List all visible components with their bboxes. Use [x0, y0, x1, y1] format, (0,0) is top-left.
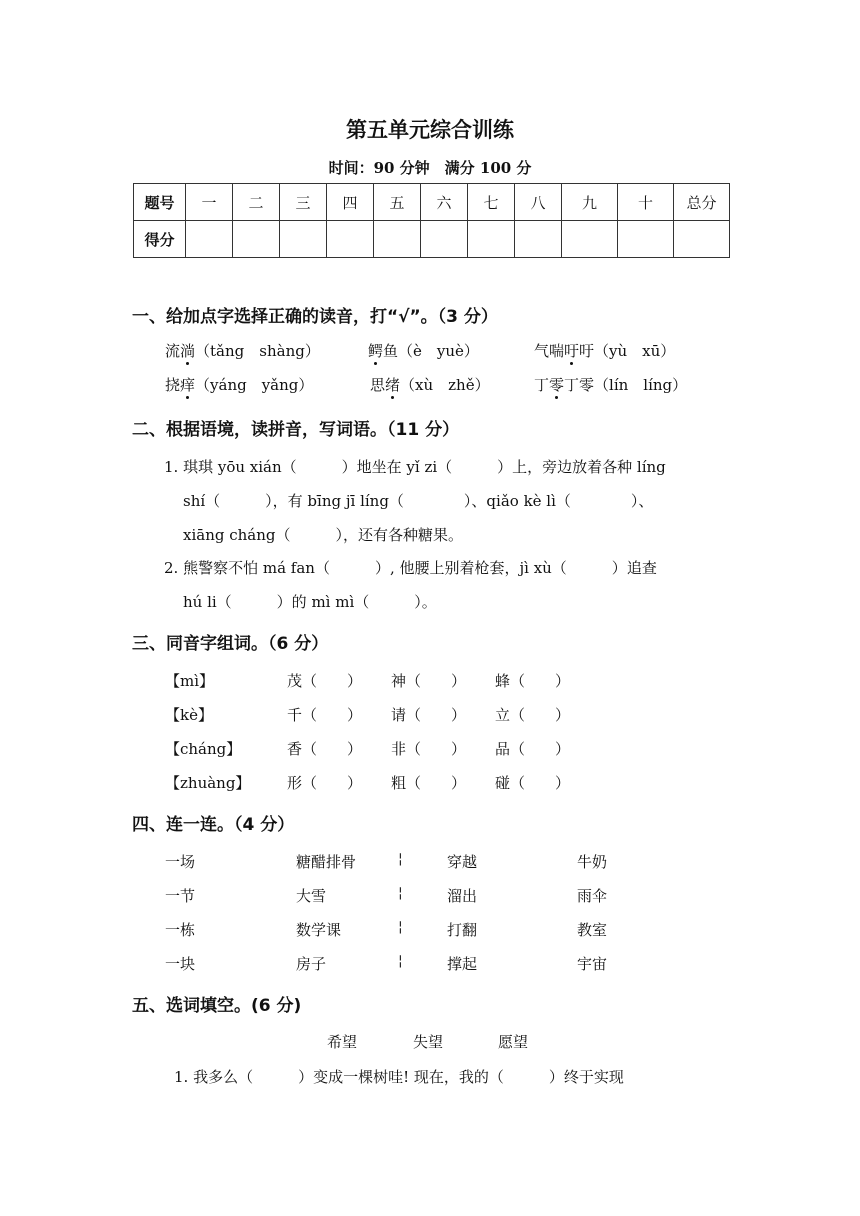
- exam-info: 时间：90 分钟 满分 100 分: [328, 159, 532, 177]
- score-table: [133, 183, 730, 258]
- question-line: hú li（ ）的 mì mì（ ）。: [183, 593, 437, 611]
- homophone-item: 茂（ ）: [287, 672, 363, 690]
- pinyin-options: （yù xū）: [594, 342, 676, 360]
- separator: ¦: [398, 851, 403, 867]
- item-text: 丁: [534, 376, 550, 394]
- score-header-cell: 二: [233, 184, 280, 221]
- homophone-label: 【zhuàng】: [165, 774, 251, 792]
- separator: ¦: [398, 885, 403, 901]
- pinyin-options: （lín líng）: [594, 376, 688, 394]
- match-item[interactable]: 一栋: [165, 921, 196, 939]
- dotted-char: 痒: [180, 376, 196, 394]
- score-header-label: 题号: [134, 184, 186, 221]
- match-item[interactable]: 雨伞: [577, 887, 608, 905]
- pinyin-options: （è yuè）: [398, 342, 479, 360]
- score-header-cell: 五: [374, 184, 421, 221]
- match-item[interactable]: 打翻: [447, 921, 478, 939]
- item-text: 吁: [579, 342, 595, 360]
- homophone-item: 品（ ）: [495, 740, 571, 758]
- homophone-item: 形（ ）: [287, 774, 363, 792]
- homophone-item: 神（ ）: [391, 672, 467, 690]
- score-cell[interactable]: [618, 221, 674, 258]
- question-line: 1. 我多么（ ）变成一棵树哇! 现在，我的（ ）终于实现: [174, 1068, 624, 1086]
- match-item[interactable]: 撑起: [447, 955, 478, 973]
- score-header-cell: 三: [280, 184, 327, 221]
- homophone-item: 立（ ）: [495, 706, 571, 724]
- match-item[interactable]: 穿越: [447, 853, 478, 871]
- match-item[interactable]: 大雪: [296, 887, 327, 905]
- page-title: 第五单元综合训练: [346, 118, 514, 142]
- score-cell[interactable]: [233, 221, 280, 258]
- score-cell[interactable]: [186, 221, 233, 258]
- pinyin-options: （tǎng shàng）: [195, 342, 320, 360]
- dotted-char: 鳄: [368, 342, 384, 360]
- reading-item: [534, 340, 675, 361]
- homophone-label: 【mì】: [165, 672, 215, 690]
- match-item[interactable]: 房子: [296, 955, 327, 973]
- match-item[interactable]: 数学课: [296, 921, 342, 939]
- dotted-char: 零: [549, 376, 565, 394]
- score-header-cell: 六: [421, 184, 468, 221]
- score-cell[interactable]: [562, 221, 618, 258]
- word-choice: 希望: [327, 1033, 358, 1051]
- reading-item: [368, 340, 479, 361]
- score-cell[interactable]: [280, 221, 327, 258]
- word-choice: 愿望: [498, 1033, 529, 1051]
- item-text: 鱼: [383, 342, 399, 360]
- reading-item: [165, 340, 320, 361]
- match-item[interactable]: 糖醋排骨: [296, 853, 357, 871]
- item-text: 思: [370, 376, 386, 394]
- score-cell[interactable]: [674, 221, 730, 258]
- item-text: 挠: [165, 376, 181, 394]
- score-table-header-row: [134, 184, 730, 221]
- score-header-cell: 四: [327, 184, 374, 221]
- item-text: 流: [165, 342, 181, 360]
- match-item[interactable]: 溜出: [447, 887, 478, 905]
- score-row-label: 得分: [134, 221, 186, 258]
- dotted-char: 绪: [385, 376, 401, 394]
- homophone-item: 请（ ）: [391, 706, 467, 724]
- question-line: shí（ ），有 bīng jī líng（ ）、qiǎo kè lì（ ）、: [183, 492, 654, 510]
- reading-item: [165, 374, 313, 395]
- score-header-cell: 十: [618, 184, 674, 221]
- question-line: 1. 琪琪 yōu xián（ ）地坐在 yǐ zi（ ）上，旁边放着各种 líng: [164, 458, 666, 476]
- homophone-item: 粗（ ）: [391, 774, 467, 792]
- reading-item: [534, 374, 687, 395]
- item-text: 丁零: [564, 376, 595, 394]
- score-header-cell: 七: [468, 184, 515, 221]
- homophone-label: 【cháng】: [165, 740, 242, 758]
- match-item[interactable]: 一节: [165, 887, 196, 905]
- match-item[interactable]: 一块: [165, 955, 196, 973]
- item-text: 气喘: [534, 342, 565, 360]
- match-item[interactable]: 宇宙: [577, 955, 608, 973]
- pinyin-options: （yáng yǎng）: [195, 376, 314, 394]
- match-item[interactable]: 一场: [165, 853, 196, 871]
- question-line: 2. 熊警察不怕 má fan（ ）, 他腰上别着枪套，jì xù（ ）追查: [164, 559, 657, 577]
- score-header-cell: 八: [515, 184, 562, 221]
- dotted-char: 淌: [180, 342, 196, 360]
- homophone-item: 非（ ）: [391, 740, 467, 758]
- score-header-cell: 九: [562, 184, 618, 221]
- match-item[interactable]: 教室: [577, 921, 608, 939]
- score-cell[interactable]: [515, 221, 562, 258]
- dotted-char: 吁: [564, 342, 580, 360]
- word-choice: 失望: [413, 1033, 444, 1051]
- homophone-item: 千（ ）: [287, 706, 363, 724]
- score-cell[interactable]: [327, 221, 374, 258]
- reading-item: [370, 374, 490, 395]
- score-header-cell: 总分: [674, 184, 730, 221]
- section-4-heading: 四、连一连。（4 分）: [132, 815, 295, 835]
- homophone-item: 香（ ）: [287, 740, 363, 758]
- section-3-heading: 三、同音字组词。（6 分）: [132, 634, 329, 654]
- section-2-heading: 二、根据语境，读拼音，写词语。（11 分）: [132, 420, 460, 440]
- score-header-cell: 一: [186, 184, 233, 221]
- score-cell[interactable]: [374, 221, 421, 258]
- homophone-label: 【kè】: [165, 706, 213, 724]
- score-table-score-row: [134, 221, 730, 258]
- homophone-item: 碰（ ）: [495, 774, 571, 792]
- question-line: xiāng cháng（ ），还有各种糖果。: [183, 526, 463, 544]
- score-cell[interactable]: [468, 221, 515, 258]
- separator: ¦: [398, 953, 403, 969]
- homophone-item: 蜂（ ）: [495, 672, 571, 690]
- section-5-heading: 五、选词填空。(6 分): [132, 996, 302, 1016]
- separator: ¦: [398, 919, 403, 935]
- section-1-heading: 一、给加点字选择正确的读音，打“√”。（3 分）: [132, 307, 498, 327]
- pinyin-options: （xù zhě）: [400, 376, 490, 394]
- score-cell[interactable]: [421, 221, 468, 258]
- match-item[interactable]: 牛奶: [577, 853, 608, 871]
